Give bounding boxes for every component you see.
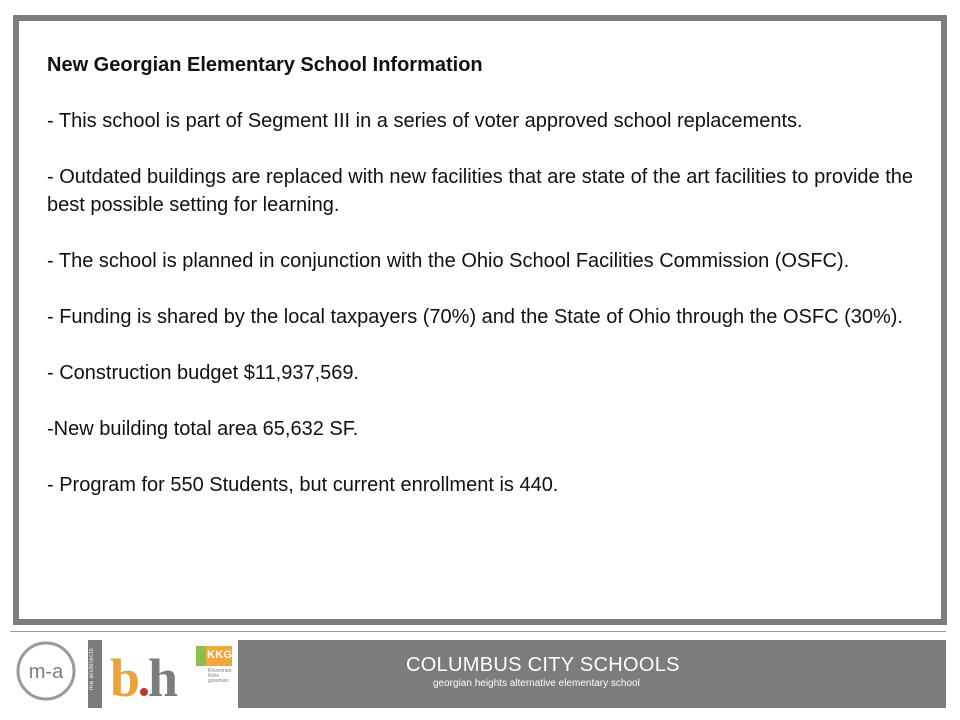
- bullet-segment: - This school is part of Segment III in a series of voter approved school replacements.: [47, 110, 803, 132]
- svg-text:h: h: [148, 648, 179, 708]
- banner-title: COLUMBUS CITY SCHOOLS: [406, 654, 680, 676]
- slide-heading: New Georgian Elementary School Information: [47, 54, 483, 76]
- bullet-enrollment: - Program for 550 Students, but current enrollment is 440.: [47, 474, 559, 496]
- bullet-facilities: - Outdated buildings are replaced with new facilities that are state of the art facilities to provide the best possible setting for learning.: [47, 166, 914, 216]
- ma-architects-label: ma architects: [89, 647, 95, 690]
- bullet-funding: - Funding is shared by the local taxpayers (70%) and the State of Ohio through the OSFC (30%).: [47, 306, 904, 328]
- svg-text:m-a: m-a: [28, 661, 64, 683]
- bullet-osfc: - The school is planned in conjunction with the Ohio School Facilities Commission (OSFC).: [47, 250, 850, 272]
- content-text: [47, 51, 927, 527]
- kkg-logo-box: [196, 646, 232, 666]
- svg-text:b: b: [110, 648, 141, 708]
- ma-architects-logo: [15, 640, 77, 702]
- kkg-sub-label: Kinzelman Kline gossman: [208, 668, 232, 684]
- bh-logo: [108, 640, 186, 708]
- kkg-label: KKG: [207, 649, 233, 661]
- content-frame: [13, 15, 947, 625]
- kkg-logo: [196, 646, 232, 686]
- bullet-budget: - Construction budget $11,937,569.: [47, 362, 360, 384]
- footer: [0, 626, 960, 720]
- school-banner: [238, 640, 946, 708]
- footer-divider: [10, 631, 946, 632]
- bullet-area: -New building total area 65,632 SF.: [47, 418, 359, 440]
- banner-subtitle: georgian heights alternative elementary school: [433, 678, 640, 689]
